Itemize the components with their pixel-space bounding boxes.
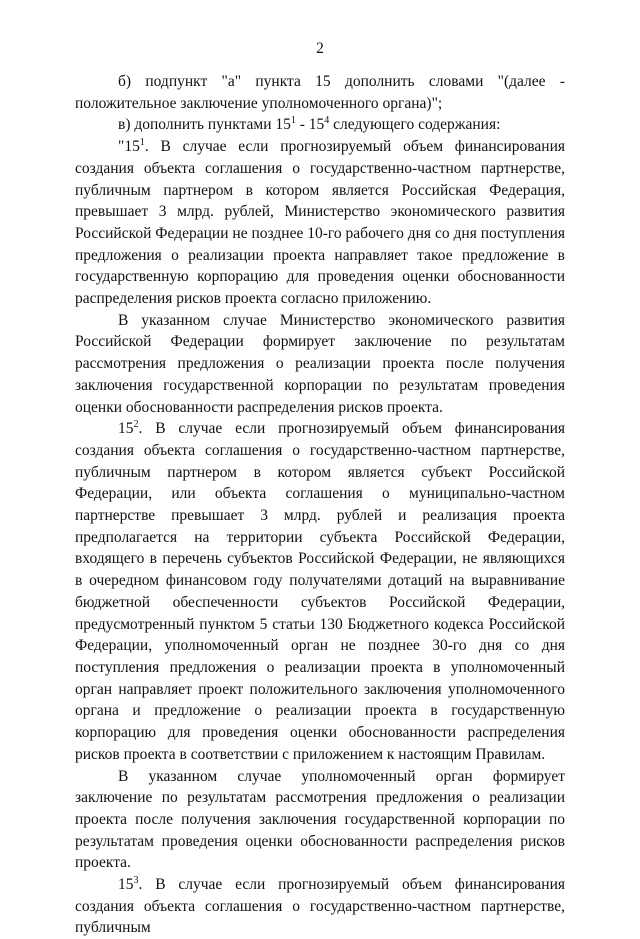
paragraph-text: в) дополнить пунктами 15 xyxy=(118,116,291,134)
paragraph-text: 15 xyxy=(118,420,134,438)
paragraph-point-15-3 xyxy=(75,874,565,939)
paragraph-text: "15 xyxy=(118,138,140,156)
paragraph-text: следующего содержания: xyxy=(329,116,501,134)
paragraph-text: В указанном случае Министерство экономического развития Российской Федерации формирует заключение по результатам рассмотрения предложения о реализации проекта после получения заключения государственной корпорации по результатам проведения оценки обоснованности распределения рисков проекта. xyxy=(75,311,565,416)
paragraph-text: 15 xyxy=(118,876,134,894)
paragraph-text: . В случае если прогнозируемый объем финансирования создания объекта соглашения о государственно-частном партнерстве, публичным партнером в котором является субъект Российской Федерации, или объекта соглашения о муниципально-частном партнерстве превышает 3 млрд. рублей и реализация проекта предполагается на территории субъекта Российской Федерации, входящего в перечень субъектов Российской Федерации, не являющихся в очередном финансовом году получателями дотаций на выравнивание бюджетной обеспеченности субъектов Российской Федерации, предусмотренный пунктом 5 статьи 130 Бюджетного кодекса Российской Федерации, уполномоченный орган не позднее 30-го дня со дня поступления предложения о реализации проекта в уполномоченный орган направляет проект положительного заключения уполномоченного органа и предложение о реализации проекта в государственную корпорацию для проведения оценки обоснованности распределения рисков проекта в соответствии с приложением к настоящим Правилам. xyxy=(75,420,565,763)
paragraph-text: . В случае если прогнозируемый объем финансирования создания объекта соглашения о государственно-частном партнерстве, публичным xyxy=(75,876,565,937)
paragraph-text: . В случае если прогнозируемый объем финансирования создания объекта соглашения о государственно-частном партнерстве, публичным партнером в котором является Российская Федерация, превышает 3 млрд. рублей, Министерство экономического развития Российской Федерации не позднее 10-го рабочего дня со дня поступления предложения о реализации проекта направляет такое предложение в государственную корпорацию для проведения оценки обоснованности распределения рисков проекта согласно приложению. xyxy=(75,138,565,308)
superscript-index: 3 xyxy=(133,874,139,886)
paragraph-text: б) подпункт "а" пункта 15 дополнить словами "(далее - положительное заключение уполномоченного органа)"; xyxy=(75,73,565,112)
superscript-index: 1 xyxy=(290,115,296,127)
page-number: 2 xyxy=(316,40,324,57)
superscript-index: 2 xyxy=(133,419,139,431)
superscript-index: 4 xyxy=(324,115,330,127)
paragraph-subitem-b xyxy=(75,71,565,114)
paragraph-point-15-1-continued xyxy=(75,310,565,419)
paragraph-point-15-1 xyxy=(75,136,565,310)
paragraph-point-15-2-continued xyxy=(75,766,565,875)
paragraph-point-15-2 xyxy=(75,418,565,765)
paragraph-subitem-v xyxy=(75,114,565,136)
paragraph-text: В указанном случае уполномоченный орган формирует заключение по результатам рассмотрения предложения о реализации проекта после получения заключения государственной корпорации по результатам проведения оценки обоснованности распределения рисков проекта. xyxy=(75,767,565,872)
document-body xyxy=(75,71,565,939)
superscript-index: 1 xyxy=(139,136,145,148)
paragraph-text: - 15 xyxy=(295,116,325,134)
